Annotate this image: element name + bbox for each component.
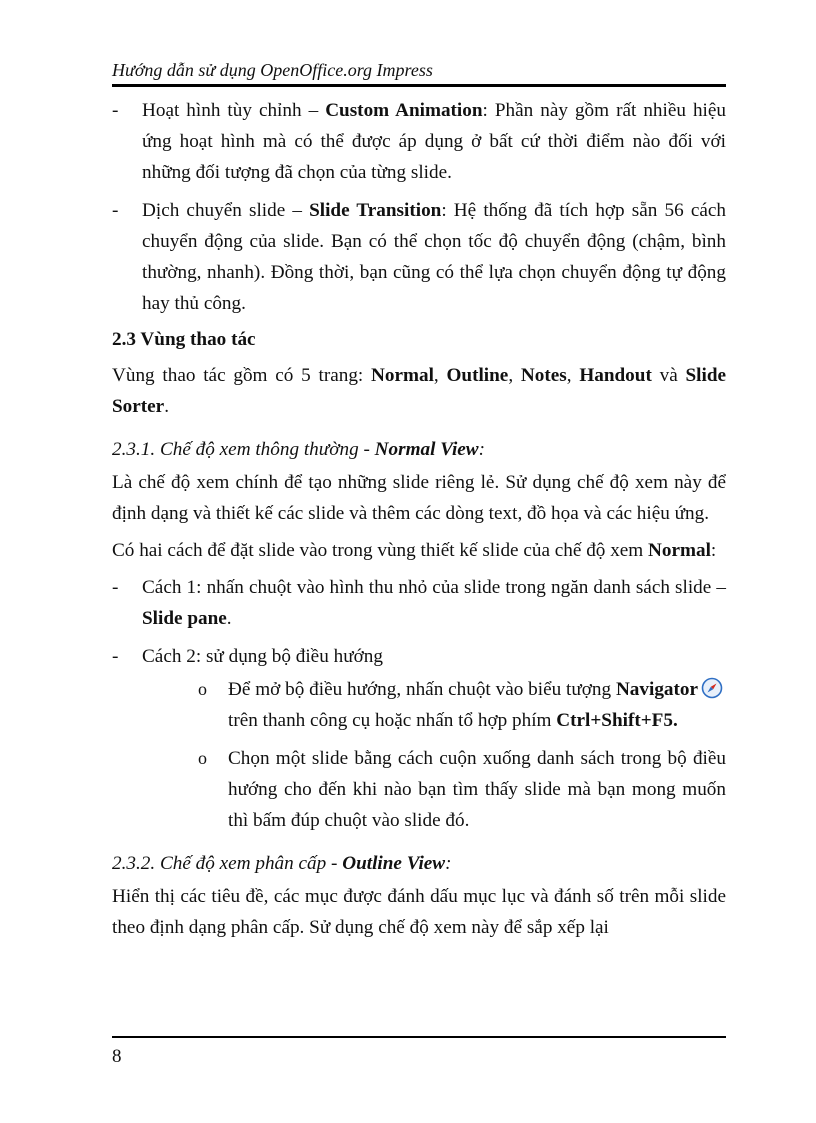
page-number: 8 — [112, 1046, 122, 1067]
bullet-marker: - — [112, 100, 119, 121]
methods-list — [112, 572, 726, 672]
header-rule — [112, 84, 726, 87]
method-2: - Cách 2: sử dụng bộ điều hướng — [112, 641, 726, 672]
navigator-compass-icon — [701, 677, 723, 699]
bullet-marker: - — [112, 577, 119, 598]
bullet-slide-transition: - Dịch chuyển slide – Slide Transition: Hệ thống đã tích hợp sẵn 56 cách chuyển động của slide. Bạn có thể chọn tốc độ chuyển động (chậm, bình thường, nhanh). Đồng thời, bạn cũng có thể lựa chọn chuyển động tự động hay thủ công. — [112, 195, 726, 319]
normal-view-methods-intro: Có hai cách để đặt slide vào trong vùng thiết kế slide của chế độ xem Normal: — [112, 540, 717, 561]
normal-view-paragraph: Là chế độ xem chính để tạo những slide riêng lẻ. Sử dụng chế độ xem này để định dạng và thiết kế các slide và thêm các dòng text, đồ họa và các hiệu ứng. — [112, 472, 726, 524]
footer-rule — [112, 1036, 726, 1038]
section-intro-paragraph: Vùng thao tác gồm có 5 trang: Normal, Outline, Notes, Handout và Slide Sorter. — [112, 365, 727, 417]
document-page — [112, 0, 726, 1123]
sub-bullet-marker: o — [198, 748, 207, 768]
method-1: - Cách 1: nhấn chuột vào hình thu nhỏ của slide trong ngăn danh sách slide – Slide pane. — [112, 572, 726, 634]
outline-view-paragraph: Hiển thị các tiêu đề, các mục được đánh dấu mục lục và đánh số trên mỗi slide theo định dạng phân cấp. Sử dụng chế độ xem này để sắp xếp lại — [112, 886, 726, 938]
subheading-normal-view: 2.3.1. Chế độ xem thông thường - Normal View: — [112, 439, 485, 460]
bullet-marker: - — [112, 200, 119, 221]
page-content — [112, 95, 726, 943]
navigator-sub-list — [198, 674, 726, 836]
bullet-marker: - — [112, 646, 119, 667]
sub-item-open-navigator: o Để mở bộ điều hướng, nhấn chuột vào biểu tượng Navigator trên thanh công cụ hoặc nhấn tổ hợp phím Ctrl+Shift+F5. — [198, 674, 726, 736]
subheading-outline-view: 2.3.2. Chế độ xem phân cấp - Outline View: — [112, 853, 452, 874]
section-heading-2-3: 2.3 Vùng thao tác — [112, 329, 256, 350]
sub-item-select-slide: o Chọn một slide bằng cách cuộn xuống danh sách trong bộ điều hướng cho đến khi nào bạn tìm thấy slide mà bạn mong muốn thì bấm đúp chuột vào slide đó. — [198, 743, 726, 836]
running-header: Hướng dẫn sử dụng OpenOffice.org Impress — [112, 60, 433, 80]
sub-bullet-marker: o — [198, 679, 207, 699]
feature-bullet-list — [112, 95, 726, 319]
bullet-custom-animation: - Hoạt hình tùy chỉnh – Custom Animation: Phần này gồm rất nhiều hiệu ứng hoạt hình mà có thể được áp dụng ở bất cứ thời điểm nào đối với những đối tượng đã chọn của từng slide. — [112, 95, 726, 188]
